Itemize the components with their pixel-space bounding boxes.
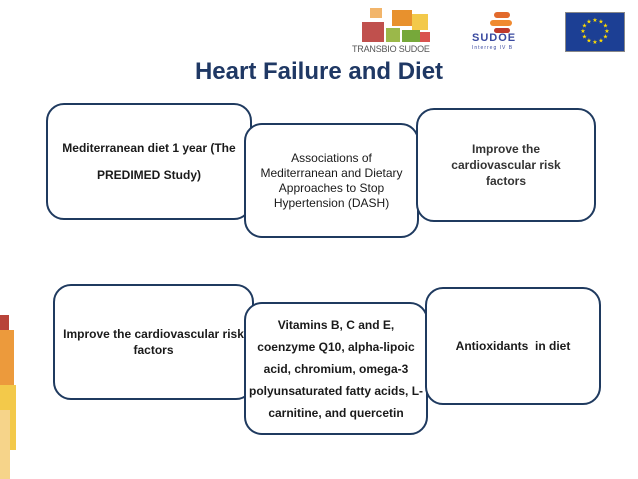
box-predimed-study	[46, 103, 252, 220]
deco-bar-orange	[0, 330, 14, 385]
box-dash-text: Associations of Mediterranean and Dietary Approaches to Stop Hypertension (DASH)	[260, 150, 403, 210]
svg-text:★: ★	[602, 22, 609, 30]
svg-text:★: ★	[581, 22, 588, 30]
svg-text:★: ★	[581, 33, 588, 41]
page-title: Heart Failure and Diet	[194, 58, 444, 85]
box-antioxidants-text: Antioxidants in diet	[455, 339, 571, 353]
transbio-sudoe-logo	[352, 8, 436, 56]
svg-text:★: ★	[604, 28, 610, 35]
sudoe-logo-subtext: Interreg IV B	[472, 45, 514, 51]
svg-text:★: ★	[592, 17, 598, 24]
svg-text:★: ★	[586, 37, 592, 45]
transbio-logo-text: TRANSBIO SUDOE	[352, 44, 430, 54]
box-dash-associations	[244, 123, 419, 238]
svg-text:★: ★	[592, 39, 598, 46]
svg-text:★: ★	[598, 37, 604, 45]
box-improve-risk-bottom	[53, 284, 254, 400]
box-vitamins-text: Vitamins B, C and E, coenzyme Q10, alpha-lipoic acid, chromium, omega-3 polyunsaturated fatty acids, L-carnitine, and quercetin	[248, 317, 424, 420]
sudoe-logo	[468, 12, 538, 52]
eu-flag-logo	[565, 12, 625, 52]
svg-text:★: ★	[598, 18, 604, 26]
sudoe-logo-text: SUDOE	[472, 32, 517, 44]
box-improve-risk-top	[416, 108, 596, 222]
box-predimed-text: Mediterranean diet 1 year (The PREDIMED Study)	[62, 140, 236, 182]
eu-stars-icon	[566, 13, 624, 51]
svg-text:★: ★	[586, 18, 592, 26]
box-antioxidants	[425, 287, 601, 405]
svg-text:★: ★	[602, 33, 609, 41]
box-vitamins	[244, 302, 428, 435]
box-improve-risk-top-text: Improve the cardiovascular risk factors	[451, 142, 561, 188]
box-improve-risk-bottom-text: Improve the cardiovascular risk factors	[63, 327, 244, 357]
svg-text:★: ★	[580, 28, 586, 35]
deco-bar-peach	[0, 410, 10, 479]
